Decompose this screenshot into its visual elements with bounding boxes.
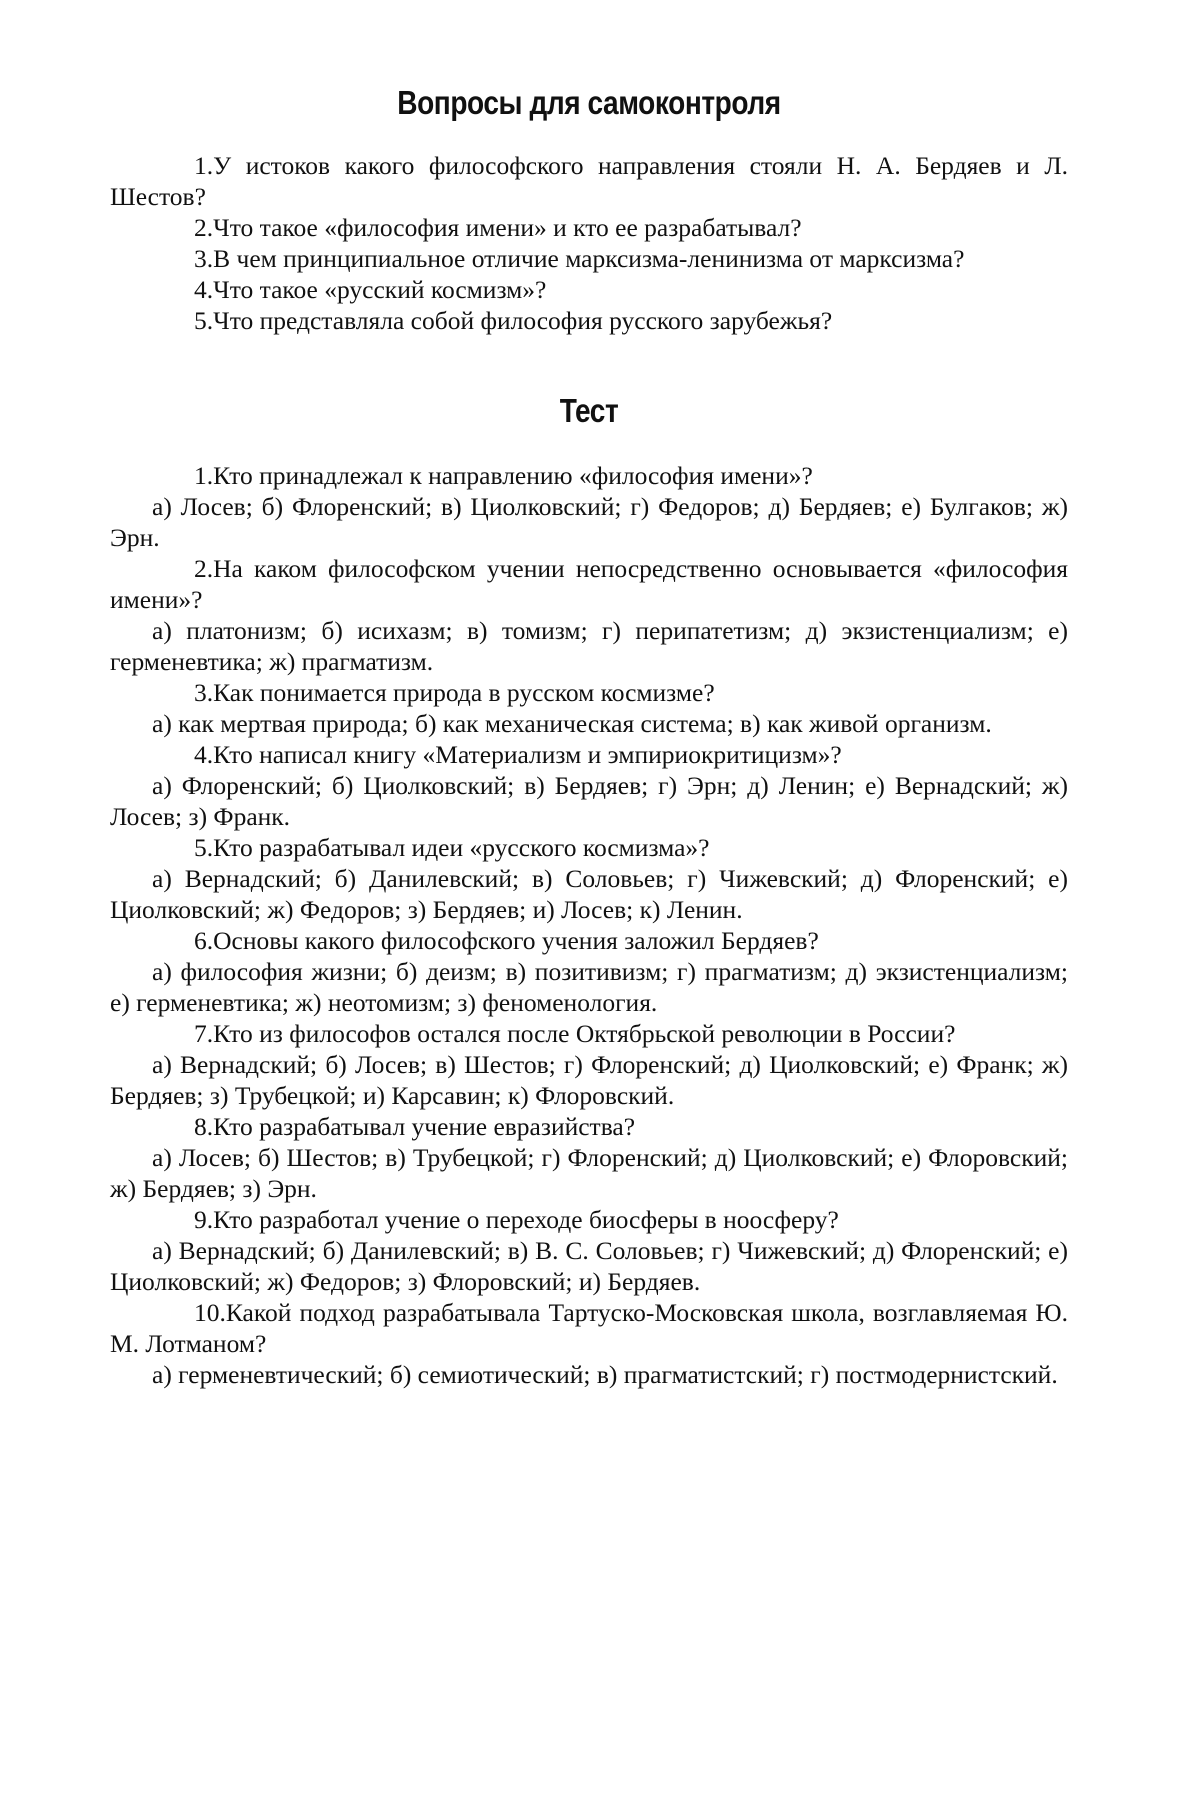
test-answers: а) Лосев; б) Шестов; в) Трубецкой; г) Флоренский; д) Циолковский; е) Флоровский; ж) Бердяев; з) Эрн. (110, 1143, 1068, 1203)
test-question-number: 2. (194, 554, 214, 583)
section-title: Вопросы для самоконтроля (397, 84, 781, 121)
test-answers: а) Лосев; б) Флоренский; в) Циолковский; г) Федоров; д) Бердяев; е) Булгаков; ж) Эрн. (110, 492, 1068, 552)
question-item (110, 212, 1068, 243)
question-number: 4. (194, 275, 214, 304)
question-text: Что представляла собой философия русского зарубежья? (213, 306, 833, 335)
question-item (110, 150, 1068, 212)
question-number: 3. (194, 244, 214, 273)
test-question-text: На каком философском учении непосредственно основывается «философия имени»? (110, 554, 1068, 614)
test-answers: а) Вернадский; б) Лосев; в) Шестов; г) Флоренский; д) Циолковский; е) Франк; ж) Бердяев; з) Трубецкой; и) Карсавин; к) Флоровский. (110, 1050, 1068, 1110)
test-question-text: Кто разработал учение о переходе биосферы в ноосферу? (213, 1205, 839, 1234)
test-answers: а) как мертвая природа; б) как механическая система; в) как живой организм. (152, 709, 992, 738)
test-answers: а) платонизм; б) исихазм; в) томизм; г) перипатетизм; д) экзистенциализм; е) герменевтика; ж) прагматизм. (110, 616, 1068, 676)
test-question (110, 1018, 1068, 1049)
test-question (110, 739, 1068, 770)
test-question-number: 7. (194, 1019, 214, 1048)
test-question (110, 677, 1068, 708)
test-question-text: Основы какого философского учения заложил Бердяев? (213, 926, 819, 955)
question-text: Что такое «философия имени» и кто ее разрабатывал? (213, 213, 802, 242)
test-answers: а) Вернадский; б) Данилевский; в) Соловьев; г) Чижевский; д) Флоренский; е) Циолковский; ж) Федоров; з) Бердяев; и) Лосев; к) Ленин. (110, 864, 1068, 924)
test-question-number: 8. (194, 1112, 214, 1141)
test-answers: а) Флоренский; б) Циолковский; в) Бердяев; г) Эрн; д) Ленин; е) Вернадский; ж) Лосев; з) Франк. (110, 771, 1068, 831)
test-question-text: Кто разрабатывал учение евразийства? (213, 1112, 636, 1141)
test-title: Тест (559, 392, 619, 429)
test-question-number: 1. (194, 461, 214, 490)
test-question-number: 4. (194, 740, 214, 769)
test-question-text: Какой подход разрабатывала Тартуско-Московская школа, возглавляемая Ю. М. Лотманом? (110, 1298, 1068, 1358)
test-question-number: 3. (194, 678, 214, 707)
question-number: 5. (194, 306, 214, 335)
question-number: 1. (194, 151, 214, 180)
test-question-number: 9. (194, 1205, 214, 1234)
test-question (110, 925, 1068, 956)
test-question-text: Кто написал книгу «Материализм и эмпириокритицизм»? (213, 740, 842, 769)
test-question (110, 553, 1068, 615)
test-question (110, 1204, 1068, 1235)
test-list (110, 460, 1068, 1390)
test-answers: а) философия жизни; б) деизм; в) позитивизм; г) прагматизм; д) экзистенциализм; е) герменевтика; ж) неотомизм; з) феноменология. (110, 957, 1068, 1017)
test-question (110, 1111, 1068, 1142)
test-question (110, 460, 1068, 491)
test-question (110, 1297, 1068, 1359)
test-question-text: Кто из философов остался после Октябрьской революции в России? (213, 1019, 956, 1048)
test-question-text: Кто принадлежал к направлению «философия имени»? (213, 461, 813, 490)
test-question-text: Как понимается природа в русском космизме? (213, 678, 715, 707)
question-text: Что такое «русский космизм»? (213, 275, 547, 304)
test-answers: а) Вернадский; б) Данилевский; в) В. С. Соловьев; г) Чижевский; д) Флоренский; е) Циолковский; ж) Федоров; з) Флоровский; и) Бердяев. (110, 1236, 1068, 1296)
test-question-text: Кто разрабатывал идеи «русского космизма»? (213, 833, 710, 862)
questions-list (110, 150, 1068, 336)
test-question-number: 5. (194, 833, 214, 862)
test-question-number: 6. (194, 926, 214, 955)
test-answers: а) герменевтический; б) семиотический; в) прагматистский; г) постмодернистский. (152, 1360, 1058, 1389)
question-item (110, 274, 1068, 305)
question-text: В чем принципиальное отличие марксизма-ленинизма от марксизма? (213, 244, 965, 273)
test-question (110, 832, 1068, 863)
question-text: У истоков какого философского направления стояли Н. А. Бердяев и Л. Шестов? (110, 151, 1068, 211)
question-number: 2. (194, 213, 214, 242)
test-question-number: 10. (194, 1298, 226, 1327)
question-item (110, 243, 1068, 274)
question-item (110, 305, 1068, 336)
